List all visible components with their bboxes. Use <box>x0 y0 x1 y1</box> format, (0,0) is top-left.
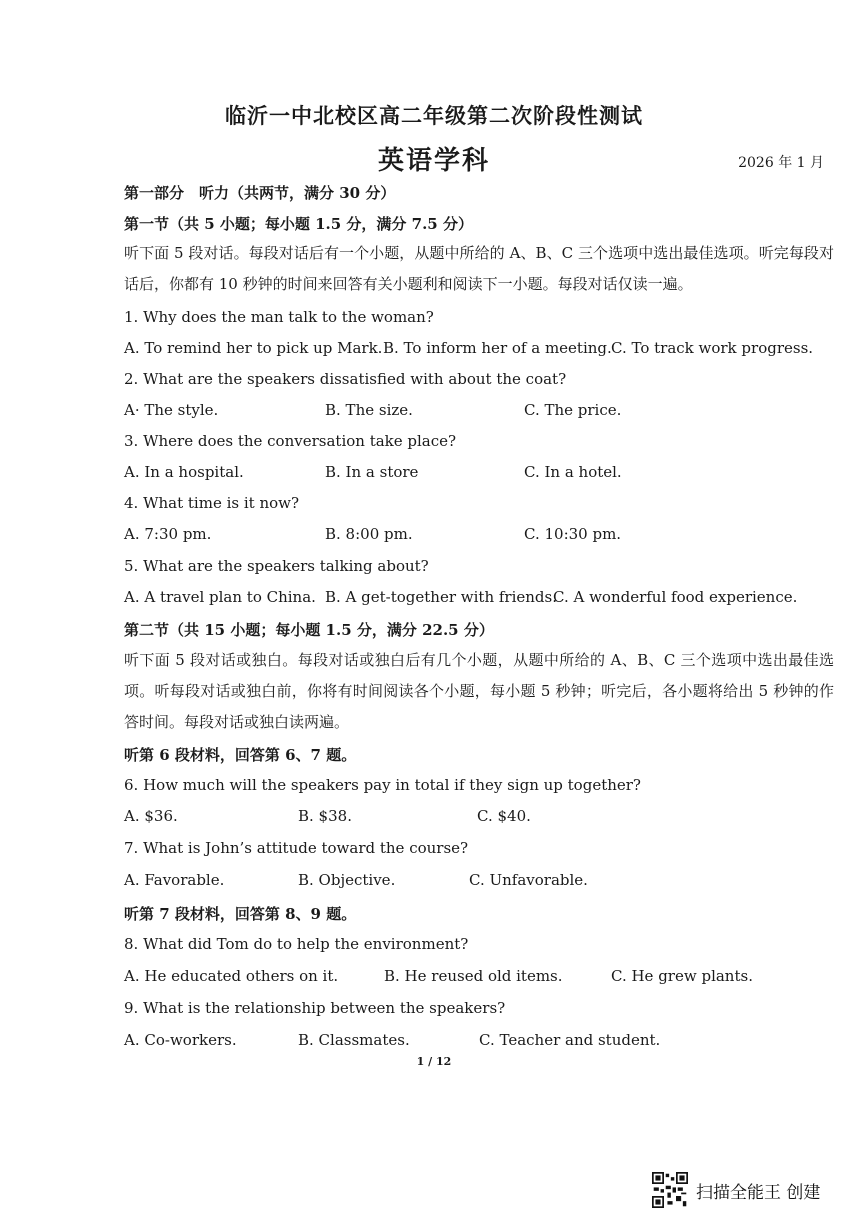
question-3: 3. Where does the conversation take place? <box>124 432 457 450</box>
q5-option-c: C. A wonderful food experience. <box>553 588 798 606</box>
subject-title: 英语学科 <box>377 146 490 176</box>
section1-heading: 第一节（共 5 小题；每小题 1.5 分，满分 7.5 分） <box>124 215 473 233</box>
q3-option-b: B. In a store <box>325 463 419 481</box>
q8-option-b: B. He reused old items. <box>384 967 563 985</box>
part1-heading: 第一部分 听力（共两节，满分 30 分） <box>124 184 396 202</box>
q6-option-a: A. $36. <box>124 807 178 825</box>
q5-option-b: B. A get-together with friends. <box>325 588 557 606</box>
material-7-heading: 听第 7 段材料，回答第 8、9 题。 <box>124 905 357 923</box>
q2-option-b: B. The size. <box>325 401 413 419</box>
question-8: 8. What did Tom do to help the environment? <box>124 935 469 953</box>
q8-option-c: C. He grew plants. <box>611 967 753 985</box>
material-6-heading: 听第 6 段材料，回答第 6、7 题。 <box>124 746 357 764</box>
q1-option-b: B. To inform her of a meeting. <box>383 339 612 357</box>
section2-instructions: 听下面 5 段对话或独白。每段对话或独白后有几个小题，从题中所给的 A、B、C 三个选项中选出最佳选项。听每段对话或独白前，你将有时间阅读各个小题，每小题 5 秒钟；听完后，各小题将给出 5 秒钟的作答时间。每段对话或独白读两遍。 <box>124 651 834 731</box>
q9-option-c: C. Teacher and student. <box>479 1031 661 1049</box>
exam-date: 2026 年 1 月 <box>738 155 824 171</box>
q4-option-a: A. 7:30 pm. <box>124 525 212 543</box>
page-title: 临沂一中北校区高二年级第二次阶段性测试 <box>225 103 643 128</box>
q9-option-a: A. Co-workers. <box>124 1031 237 1049</box>
q3-option-a: A. In a hospital. <box>124 463 244 481</box>
q3-option-c: C. In a hotel. <box>524 463 622 481</box>
q1-option-c: C. To track work progress. <box>611 339 814 357</box>
q2-option-a: A· The style. <box>124 401 219 419</box>
question-6: 6. How much will the speakers pay in total if they sign up together? <box>124 776 641 794</box>
q6-option-b: B. $38. <box>298 807 352 825</box>
watermark-text: 扫描全能王 创建 <box>696 1182 821 1203</box>
q7-option-a: A. Favorable. <box>124 871 225 889</box>
q9-option-b: B. Classmates. <box>298 1031 410 1049</box>
q7-option-b: B. Objective. <box>298 871 396 889</box>
q4-option-c: C. 10:30 pm. <box>524 525 622 543</box>
question-1: 1. Why does the man talk to the woman? <box>124 308 434 326</box>
question-4: 4. What time is it now? <box>124 494 300 512</box>
scanner-watermark <box>652 1172 820 1208</box>
section2-heading: 第二节（共 15 小题；每小题 1.5 分，满分 22.5 分） <box>124 621 494 639</box>
q1-option-a: A. To remind her to pick up Mark. <box>124 339 383 357</box>
question-7: 7. What is John’s attitude toward the course? <box>124 839 469 857</box>
page-number: 1 / 12 <box>416 1055 452 1068</box>
q7-option-c: C. Unfavorable. <box>469 871 588 889</box>
question-5: 5. What are the speakers talking about? <box>124 557 429 575</box>
question-2: 2. What are the speakers dissatisfied with about the coat? <box>124 370 567 388</box>
q8-option-a: A. He educated others on it. <box>124 967 339 985</box>
q4-option-b: B. 8:00 pm. <box>325 525 413 543</box>
q2-option-c: C. The price. <box>524 401 622 419</box>
qr-code-icon <box>652 1172 688 1208</box>
section1-instructions: 听下面 5 段对话。每段对话后有一个小题，从题中所给的 A、B、C 三个选项中选出最佳选项。听完每段对话后，你都有 10 秒钟的时间来回答有关小题利和阅读下一小题。每段对话仅读一遍。 <box>124 244 834 293</box>
question-9: 9. What is the relationship between the speakers? <box>124 999 506 1017</box>
q6-option-c: C. $40. <box>477 807 531 825</box>
q5-option-a: A. A travel plan to China. <box>124 588 316 606</box>
